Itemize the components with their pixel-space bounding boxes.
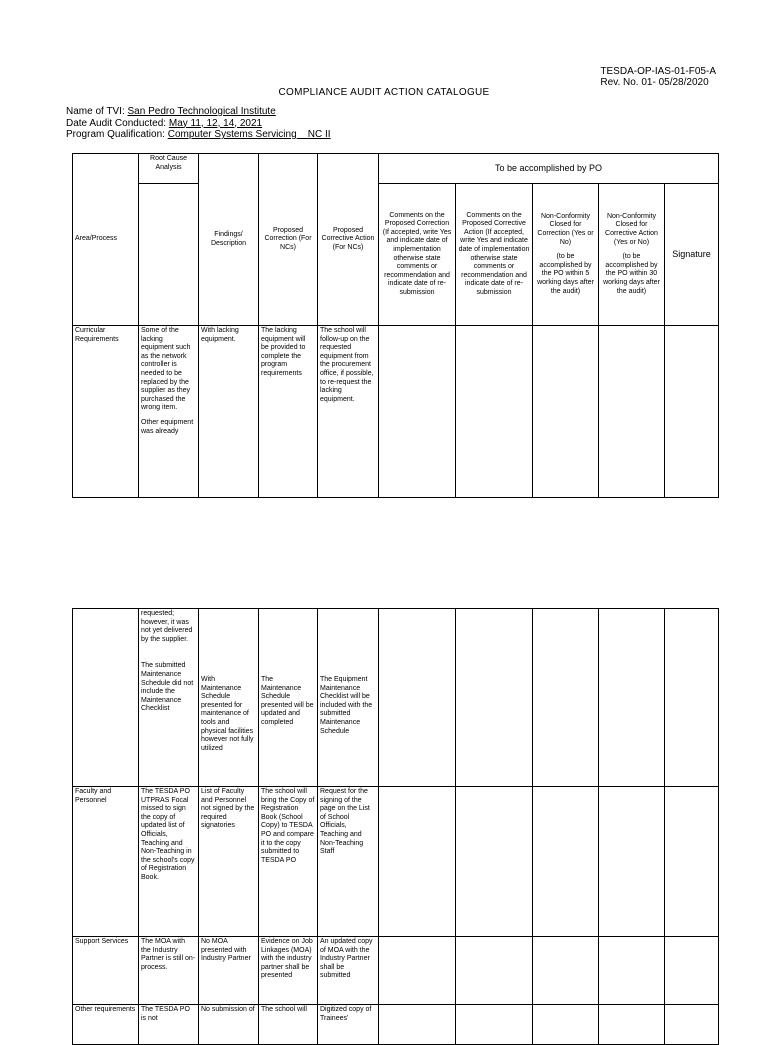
root-cause-subheader: [139, 184, 199, 326]
tvi-label: Name of TVI:: [66, 106, 128, 117]
tvi-name-line: [66, 106, 331, 118]
corrective-header: Proposed Corrective Action (For NCs): [318, 154, 379, 326]
root-cause-cell: Some of the lacking equipment such as the network controller is needed to be replaced by the supplier as they purchased the wrong item. Other equipment was already: [139, 326, 199, 498]
page-title: COMPLIANCE AUDIT ACTION CATALOGUE: [278, 87, 490, 98]
empty-cell: [599, 326, 665, 498]
empty-cell: [665, 1005, 719, 1045]
area-header: Area/Process: [73, 154, 139, 326]
root-cause-header: Root Cause Analysis: [139, 154, 199, 184]
root-cause-cell: The MOA with the Industry Partner is still on-process.: [139, 937, 199, 1005]
area-cell: Curricular Requirements: [73, 326, 139, 498]
comments-correction-header: Comments on the Proposed Correction (If accepted, write Yes and indicate date of implementation otherwise state comments or recommendation and indicate date of re-submission: [379, 184, 456, 326]
program-level: NC II: [307, 129, 331, 140]
audit-table-page1: [72, 153, 719, 498]
table-row: [73, 326, 719, 498]
table-row: [73, 609, 719, 787]
signature-header: Signature: [665, 184, 719, 326]
date-value: May 11, 12, 14, 2021: [168, 117, 263, 129]
audit-date-line: [66, 118, 331, 130]
nc-closed-corrective-header: Non-Conformity Closed for Corrective Action (Yes or No) (to be accomplished by the PO within 30 working days after the audit): [599, 184, 665, 326]
table-row: [73, 937, 719, 1005]
empty-cell: [599, 609, 665, 787]
program-line: [66, 129, 331, 141]
corrective-cell: An updated copy of MOA with the Industry Partner shall be submitted: [318, 937, 379, 1005]
audit-info: [66, 106, 331, 141]
empty-cell: [379, 609, 456, 787]
empty-cell: [533, 326, 599, 498]
area-cell: Support Services: [73, 937, 139, 1005]
findings-cell: No submission of: [199, 1005, 259, 1045]
findings-cell: With lacking equipment.: [199, 326, 259, 498]
empty-cell: [379, 787, 456, 937]
nc-closed-correction-header: Non-Conformity Closed for Correction (Yes or No) (to be accomplished by the PO within 5 working days after the audit): [533, 184, 599, 326]
date-label: Date Audit Conducted:: [66, 117, 169, 129]
corrective-cell: Request for the signing of the page on the List of School Officials, Teaching and Non-Teaching Staff: [318, 787, 379, 937]
corrective-cell: Digitized copy of Trainees': [318, 1005, 379, 1045]
po-group-header: To be accomplished by PO: [379, 154, 719, 184]
corrective-cell: The Equipment Maintenance Checklist will be included with the submitted Maintenance Schedule: [318, 609, 379, 787]
program-label: Program Qualification:: [66, 129, 168, 140]
empty-cell: [665, 787, 719, 937]
area-cell: [73, 609, 139, 787]
empty-cell: [533, 937, 599, 1005]
root-cause-cell: The TESDA PO is not: [139, 1005, 199, 1045]
empty-cell: [379, 1005, 456, 1045]
empty-cell: [379, 937, 456, 1005]
root-cause-cell: The TESDA PO UTPRAS Focal missed to sign the copy of updated list of Officials, Teaching and Non-Teaching in the school's copy of Registration Book.: [139, 787, 199, 937]
empty-cell: [456, 1005, 533, 1045]
revision-number: Rev. No. 01- 05/28/2020: [600, 77, 709, 88]
findings-header: Findings/ Description: [199, 154, 259, 326]
empty-cell: [665, 609, 719, 787]
empty-cell: [665, 326, 719, 498]
table-row: [73, 1005, 719, 1045]
empty-cell: [379, 326, 456, 498]
area-cell: Other requirements: [73, 1005, 139, 1045]
correction-cell: The school will bring the Copy of Registration Book (School Copy) to TESDA PO and compare it to the copy submitted to TESDA PO: [259, 787, 318, 937]
area-cell: Faculty and Personnel: [73, 787, 139, 937]
empty-cell: [599, 937, 665, 1005]
correction-header: Proposed Correction (For NCs): [259, 154, 318, 326]
comments-corrective-header: Comments on the Proposed Corrective Action (If accepted, write Yes and indicate date of implementation otherwise state comments or recommendation and indicate date of re-submission: [456, 184, 533, 326]
empty-cell: [456, 326, 533, 498]
table-row: [73, 787, 719, 937]
tvi-value: San Pedro Technological Institute: [127, 106, 276, 117]
findings-cell: No MOA presented with Industry Partner: [199, 937, 259, 1005]
empty-cell: [456, 937, 533, 1005]
findings-cell: List of Faculty and Personnel not signed by the required signatories: [199, 787, 259, 937]
empty-cell: [599, 1005, 665, 1045]
findings-cell: With Maintenance Schedule presented for maintenance of tools and physical facilities however not fully utilized: [199, 609, 259, 787]
empty-cell: [533, 787, 599, 937]
empty-cell: [456, 787, 533, 937]
correction-cell: The Maintenance Schedule presented will be updated and completed: [259, 609, 318, 787]
correction-cell: Evidence on Job Linkages (MOA) with the industry partner shall be presented: [259, 937, 318, 1005]
empty-cell: [533, 609, 599, 787]
document-code: [600, 66, 716, 88]
corrective-cell: The school will follow-up on the requested equipment from the procurement office, if possible, to re-request the lacking equipment.: [318, 326, 379, 498]
empty-cell: [665, 937, 719, 1005]
program-value: Computer Systems Servicing NC II: [167, 129, 331, 140]
empty-cell: [456, 609, 533, 787]
empty-cell: [533, 1005, 599, 1045]
empty-cell: [599, 787, 665, 937]
correction-cell: The school will: [259, 1005, 318, 1045]
root-cause-cell: requested; however, it was not yet delivered by the supplier. The submitted Maintenance Schedule did not include the Maintenance Checklist: [139, 609, 199, 787]
correction-cell: The lacking equipment will be provided to complete the program requirements: [259, 326, 318, 498]
document-code-number: TESDA-OP-IAS-01-F05-A: [600, 66, 716, 77]
audit-table-page2: [72, 608, 719, 1045]
